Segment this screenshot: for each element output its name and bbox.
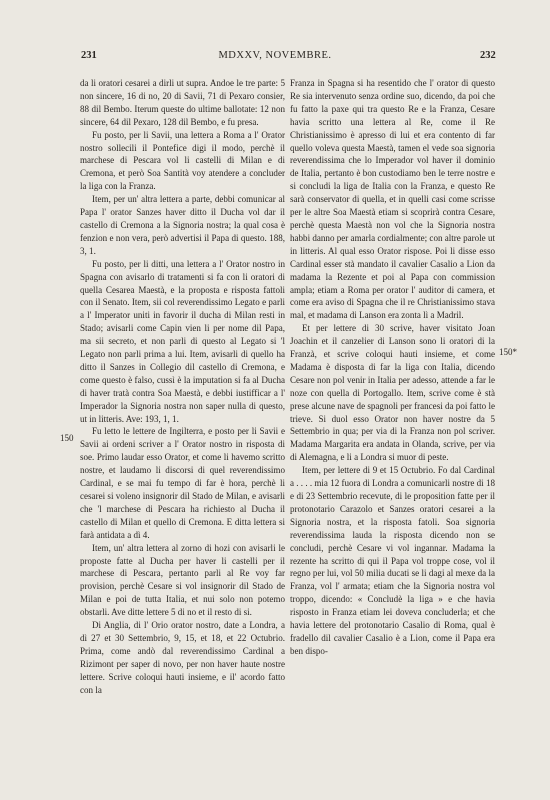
margin-marker-right: 150* — [499, 347, 517, 357]
left-column — [80, 77, 285, 697]
paragraph: Di Anglia, di l' Orio orator nostro, date a Londra, a dì 27 et 30 Settembrio, 9, 15, et 18, et 22 Octubrio. Prima, come andò dal reverendissimo Cardinal a Rizimont per saper di novo, per non haver haute nostre lettere. Scrive coloqui hauti insieme, e il' acordo fatto con la — [80, 620, 285, 695]
paragraph: Fu posto, per li Savii, una lettera a Roma a l' Orator nostro sollecili il Pontefice digi il modo, perchè il marchese di Pescara vol li castelli di Milan e di Cremona, et però Soa Santità voy atendere a concluder la liga con la Franza. — [80, 129, 285, 192]
paragraph: Et per lettere di 30 scrive, haver visitato Joan Joachin et il canzelier di Lanson sono li oratori di la Franzà, et scrive coloqui hauti insieme, et come Madama è disposta di far la liga con Italia, dicendo Cesare non pol venir in Italia per adesso, attende a far le noze con quella di Portogallo. Item, scrive come è stà prese alcune nave de spagnoli per francesi da poi fatto le trieve. Si duol esso Orator non haver nostre da 5 Settembrio in qua; per via di la Franza non pol scriver. Madama Margarita era andata in Olanda, scrive, per via di Alemagna, e li a Londra si muor di peste. — [290, 323, 495, 463]
paragraph: Fu posto, per li ditti, una lettera a l' Orator nostro in Spagna con avisarlo di tratamenti si fa con li oratori di quella Cesarea Maestà, e la proposta e risposta fattoli con il Senato. Item, sii col reverendissimo Legato e parli a l' Imperator uniti in favorir il ducha di Milan resti in Stado; avisarli come Capin vien li per nome dil Papa, ma sii secreto, et non parli di questo al Legato si 'l Legato non parli prima a lui. Item, avisarli di quello ha ditto il Sanzes in Collegio dil castello di Cremona, e come questo è falso, cussì è la imputation si fa al Ducha di haver tratà contra Soa Maestà, e debbi iustifficar a l' Imperador la Signoria nostra non saper nulla di questo, ut in litteris. Ave: 193, 1, 1. — [80, 258, 285, 424]
page-header — [0, 50, 550, 66]
paragraph: Item, per un' altra lettera a parte, debbi comunicar al Papa l' orator Sanzes haver ditto il Ducha vol dar il castello di Cremona a la Signoria nostra; la qual cosa è fenzion e non vera, però advertisi il Papa di questo. 188, 3, 1. — [80, 194, 285, 256]
right-column — [290, 77, 495, 658]
margin-marker-left: 150 — [60, 433, 74, 443]
paragraph: Franza in Spagna si ha resentido che l' orator di questo Re sia intervenuto senza ordine suo, dicendo, da poi che fu fatto la paxe qui tra questo Re e la Franza, Cesare havia scritto una lettera al Re, come il Re Christianissimo è apresso di lui et era contento di far quello voleva questa Maestà, tamen el vede soa signoria reverendissima che lo Imperador vol haver il dominio de Italia, pertanto è bon custodiamo ben le terre nostre e si concludi la liga de Italia con la Franza, e questo Re sarà conservator di quella, et in quelli casi come scrisse per le altre Soa Maestà etiam si scoprirà contra Cesare, perchè questa Maestà non vol che la Signoria nostra habbi danno per amarla cordialmente; con altre parole ut in litteris. Al qual esso Orator rispose. Poi li disse esso Cardinal esser stà mandato il cavalier Casalio a Lion da madama la Rezente et poi al Papa con commission ampla; etiam a Roma per orator l' auditor di camera, et come era aviso di Spagna che il re Christianissimo stava mal, et madama di Lanson era zonta lì a Madril. — [290, 78, 495, 321]
paragraph: Fu letto le lettere de Ingilterra, e posto per li Savii e Savii ai ordeni scriver a l' Orator nostro in risposta di soe. Primo laudar esso Orator, et come li havemo scritto nostre, et laudamo li discorsi di quel reverendissimo Cardinal, e se mai fu tempo di far è hora, perchè li cesarei si voleno insignorir dil Stado de Milan, e avisarli che 'l marchese di Pescara ha richiesto al Ducha il castello di Milan et quello di Cremona. E ditta lettera si farà antidata a dì 4. — [80, 426, 285, 540]
page-number-right: 232 — [480, 50, 496, 61]
paragraph: da li oratori cesarei a dirli ut supra. Andoe le tre parte: 5 non sincere, 16 di no, 20 di Savii, 71 di Pexaro consier, 88 dil Bembo. Iterum queste do ultime ballotate: 12 non sincere, 64 dil Pexaro, 128 dil Bembo, e fu presa. — [80, 78, 285, 127]
page-number-left: 231 — [81, 50, 97, 61]
running-title: MDXXV, NOVEMBRE. — [218, 50, 332, 61]
paragraph: Item, per lettere di 9 et 15 Octubrio. Fo dal Cardinal a . . . . mia 12 fuora di Londra a comunicarli nostre di 18 e di 23 Settembrio recevute, di le proposition fatte per il protonotario Carazolo et Sanzes oratori cesarei a la Signoria nostra, et la risposta fatoli. Soa signoria reverendissima lauda la risposta dicendo non se concludi, perchè Cesare vi vol ingannar. Madama la rezente ha scritto di qui il Papa vol troppe cose, vol il regno per lui, vol 50 milia ducati se li dagi al mexe da la Franza, vol l' armata; etiam che la Signoria nostra vol troppo, dicendo: « Concludè la liga » e che havia risposto in Franza etiam lei doveva concluderla; et che havia lettere del protonotario Casalio di Roma, qual è fradello dil cavalier Casalio è a Lion, come il Papa era ben dispo- — [290, 465, 496, 656]
paragraph: Item, un' altra lettera al zorno di hozi con avisarli le proposte fatte al Ducha per haver li castelli per il marchese di Pescara, pertanto parli al Re voy far provision, perchè Cesare si vol insignorir dil Stado de Milan e poi de tutta Italia, et nui solo non potemo obstarli. Ave ditte lettere 5 di no et il resto di si. — [80, 542, 285, 618]
